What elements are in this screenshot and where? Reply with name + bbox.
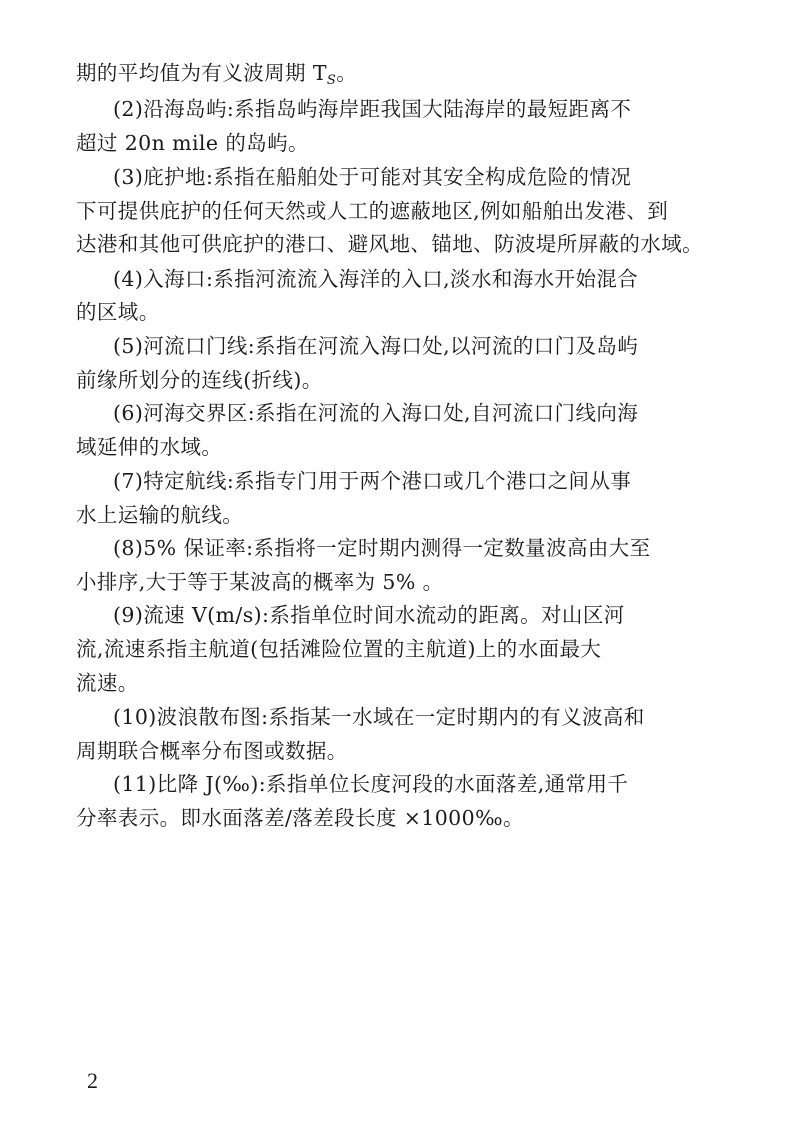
paragraph-9-line-2: 流,流速系指主航道(包括滩险位置的主航道)上的水面最大 xyxy=(76,637,602,661)
paragraph-3-line-3: 达港和其他可供庇护的港口、避风地、锚地、防波堤所屏蔽的水域。 xyxy=(76,232,703,256)
paragraph-4-line-2: 的区域。 xyxy=(76,300,160,324)
paragraph-11-line-2: 分率表示。即水面落差/落差段长度 ×1000‰。 xyxy=(76,806,524,830)
paragraph-4-line-1: (4)入海口:系指河流流入海洋的入口,淡水和海水开始混合 xyxy=(113,267,639,291)
text-line-1-main: 期的平均值为有义波周期 T xyxy=(76,61,327,85)
paragraph-5-line-2: 前缘所划分的连线(折线)。 xyxy=(76,368,323,392)
paragraph-3-line-2: 下可提供庇护的任何天然或人工的遮蔽地区,例如船舶出发港、到 xyxy=(76,199,669,223)
ts-subscript: S xyxy=(326,73,337,88)
paragraph-10-line-2: 周期联合概率分布图或数据。 xyxy=(76,739,348,763)
paragraph-6-line-2: 域延伸的水域。 xyxy=(76,435,223,459)
paragraph-11-line-1: (11)比降 J(‰):系指单位长度河段的水面落差,通常用千 xyxy=(113,772,629,796)
text-line-1-end: 。 xyxy=(336,61,358,85)
paragraph-5-line-1: (5)河流口门线:系指在河流入海口处,以河流的口门及岛屿 xyxy=(113,334,639,358)
paragraph-6-line-1: (6)河海交界区:系指在河流的入海口处,自河流口门线向海 xyxy=(113,401,639,425)
paragraph-7-line-2: 水上运输的航线。 xyxy=(76,503,244,527)
paragraph-3-line-1: (3)庇护地:系指在船舶处于可能对其安全构成危险的情况 xyxy=(113,165,632,189)
paragraph-9-line-3: 流速。 xyxy=(76,671,139,695)
paragraph-7-line-1: (7)特定航线:系指专门用于两个港口或几个港口之间从事 xyxy=(113,469,632,493)
text-line-1 xyxy=(76,58,357,96)
page-number: 2 xyxy=(87,1068,98,1093)
paragraph-2-line-1: (2)沿海岛屿:系指岛屿海岸距我国大陆海岸的最短距离不 xyxy=(113,97,632,121)
paragraph-8-line-1: (8)5% 保证率:系指将一定时期内测得一定数量波高由大至 xyxy=(113,536,651,560)
paragraph-9-line-1: (9)流速 V(m/s):系指单位时间水流动的距离。对山区河 xyxy=(113,603,625,627)
paragraph-10-line-1: (10)波浪散布图:系指某一水域在一定时期内的有义波高和 xyxy=(113,705,645,729)
paragraph-2-line-2: 超过 20n mile 的岛屿。 xyxy=(76,131,309,155)
paragraph-8-line-2: 小排序,大于等于某波高的概率为 5% 。 xyxy=(76,570,444,594)
